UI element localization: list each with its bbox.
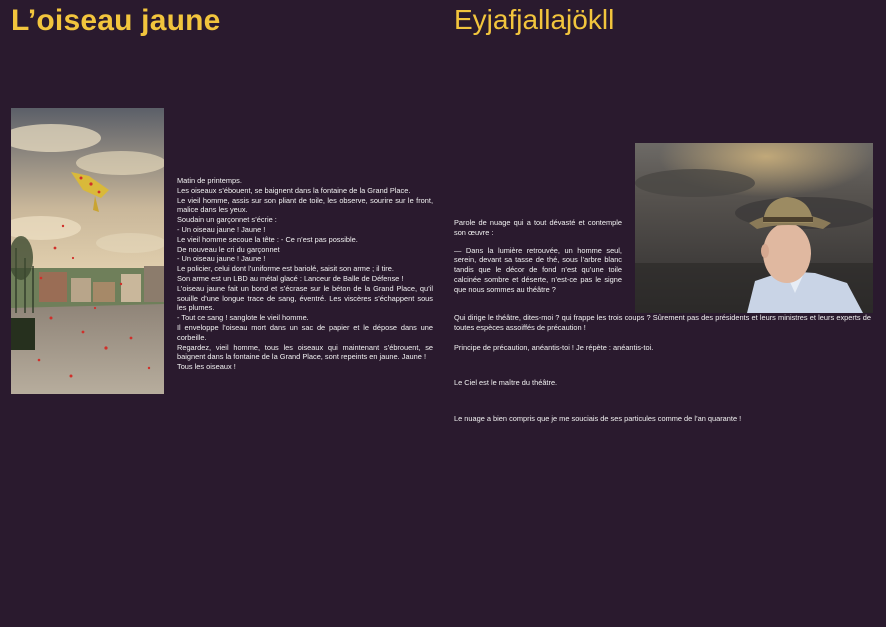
body-paragraph: Qui dirige le théâtre, dites-moi ? qui frappe les trois coups ? Sûrement pas des présidents et leurs ministres et leurs experts de toutes espèces assoiffés de précaution !: [454, 313, 871, 332]
poem-line: Tous les oiseaux !: [177, 362, 236, 372]
body-paragraph: Principe de précaution, anéantis-toi ! Je répète : anéantis-toi.: [454, 342, 654, 352]
poem-line: - Un oiseau jaune ! Jaune !: [177, 224, 266, 234]
poem-line: Soudain un garçonnet s’écrie :: [177, 215, 277, 225]
poem-line: Le policier, celui dont l’uniforme est bariolé, saisit son arme ; il tire.: [177, 264, 394, 274]
poem-line: Le vieil homme, assis sur son pliant de toile, les observe, sourire sur le front, malice dans les yeux.: [177, 195, 433, 215]
poem-text: [177, 176, 433, 372]
poem-line: Les oiseaux s’ébouent, se baignent dans la fontaine de la Grand Place.: [177, 185, 411, 195]
body-paragraph: Le Ciel est le maître du théâtre.: [454, 378, 558, 388]
intro-paragraph: Parole de nuage qui a tout dévasté et contemple son œuvre :: [454, 218, 622, 237]
poem-line: Il enveloppe l’oiseau mort dans un sac de papier et le dépose dans une corbeille.: [177, 322, 433, 342]
right-intro-text: [454, 218, 622, 295]
poem-line: - Tout ce sang ! sanglote le vieil homme.: [177, 313, 309, 323]
poem-line: Matin de printemps.: [177, 176, 242, 185]
body-paragraph: Le nuage a bien compris que je me souciais de ses particules comme de l’an quarante !: [454, 414, 742, 424]
right-body-text: [454, 313, 871, 424]
poem-line: Le vieil homme secoue la tête : - Ce n’est pas possible.: [177, 234, 358, 244]
left-page-title: L’oiseau jaune: [11, 4, 221, 37]
intro-paragraph: — Dans la lumière retrouvée, un homme seul, serein, devant sa tasse de thé, sous l’arbre blanc tandis que le décor de fond n’est qu’une toile calcinée sombre et déserte, n’est-ce pas le signe que nous sommes au théâtre ?: [454, 245, 622, 294]
right-page-title: Eyjafjallajökll: [454, 4, 615, 35]
poem-line: Regardez, vieil homme, tous les oiseaux qui maintenant s’ébrouent, se baignent dans la fontaine de la Grand Place, sont repeints en jaune. Jaune !: [177, 342, 433, 362]
poem-line: Son arme est un LBD au métal glacé : Lanceur de Balle de Défense !: [177, 273, 404, 283]
man-with-hat-photo: [635, 143, 873, 313]
poem-line: - Un oiseau jaune ! Jaune !: [177, 254, 266, 264]
poem-line: L’oiseau jaune fait un bond et s’écrase sur le béton de la Grand Place, qu’il souille d’une longue trace de sang, éventré. Les viscères s’échappent sous les plumes.: [177, 283, 433, 313]
town-square-photo: [11, 108, 164, 394]
poem-line: De nouveau le cri du garçonnet: [177, 244, 280, 254]
